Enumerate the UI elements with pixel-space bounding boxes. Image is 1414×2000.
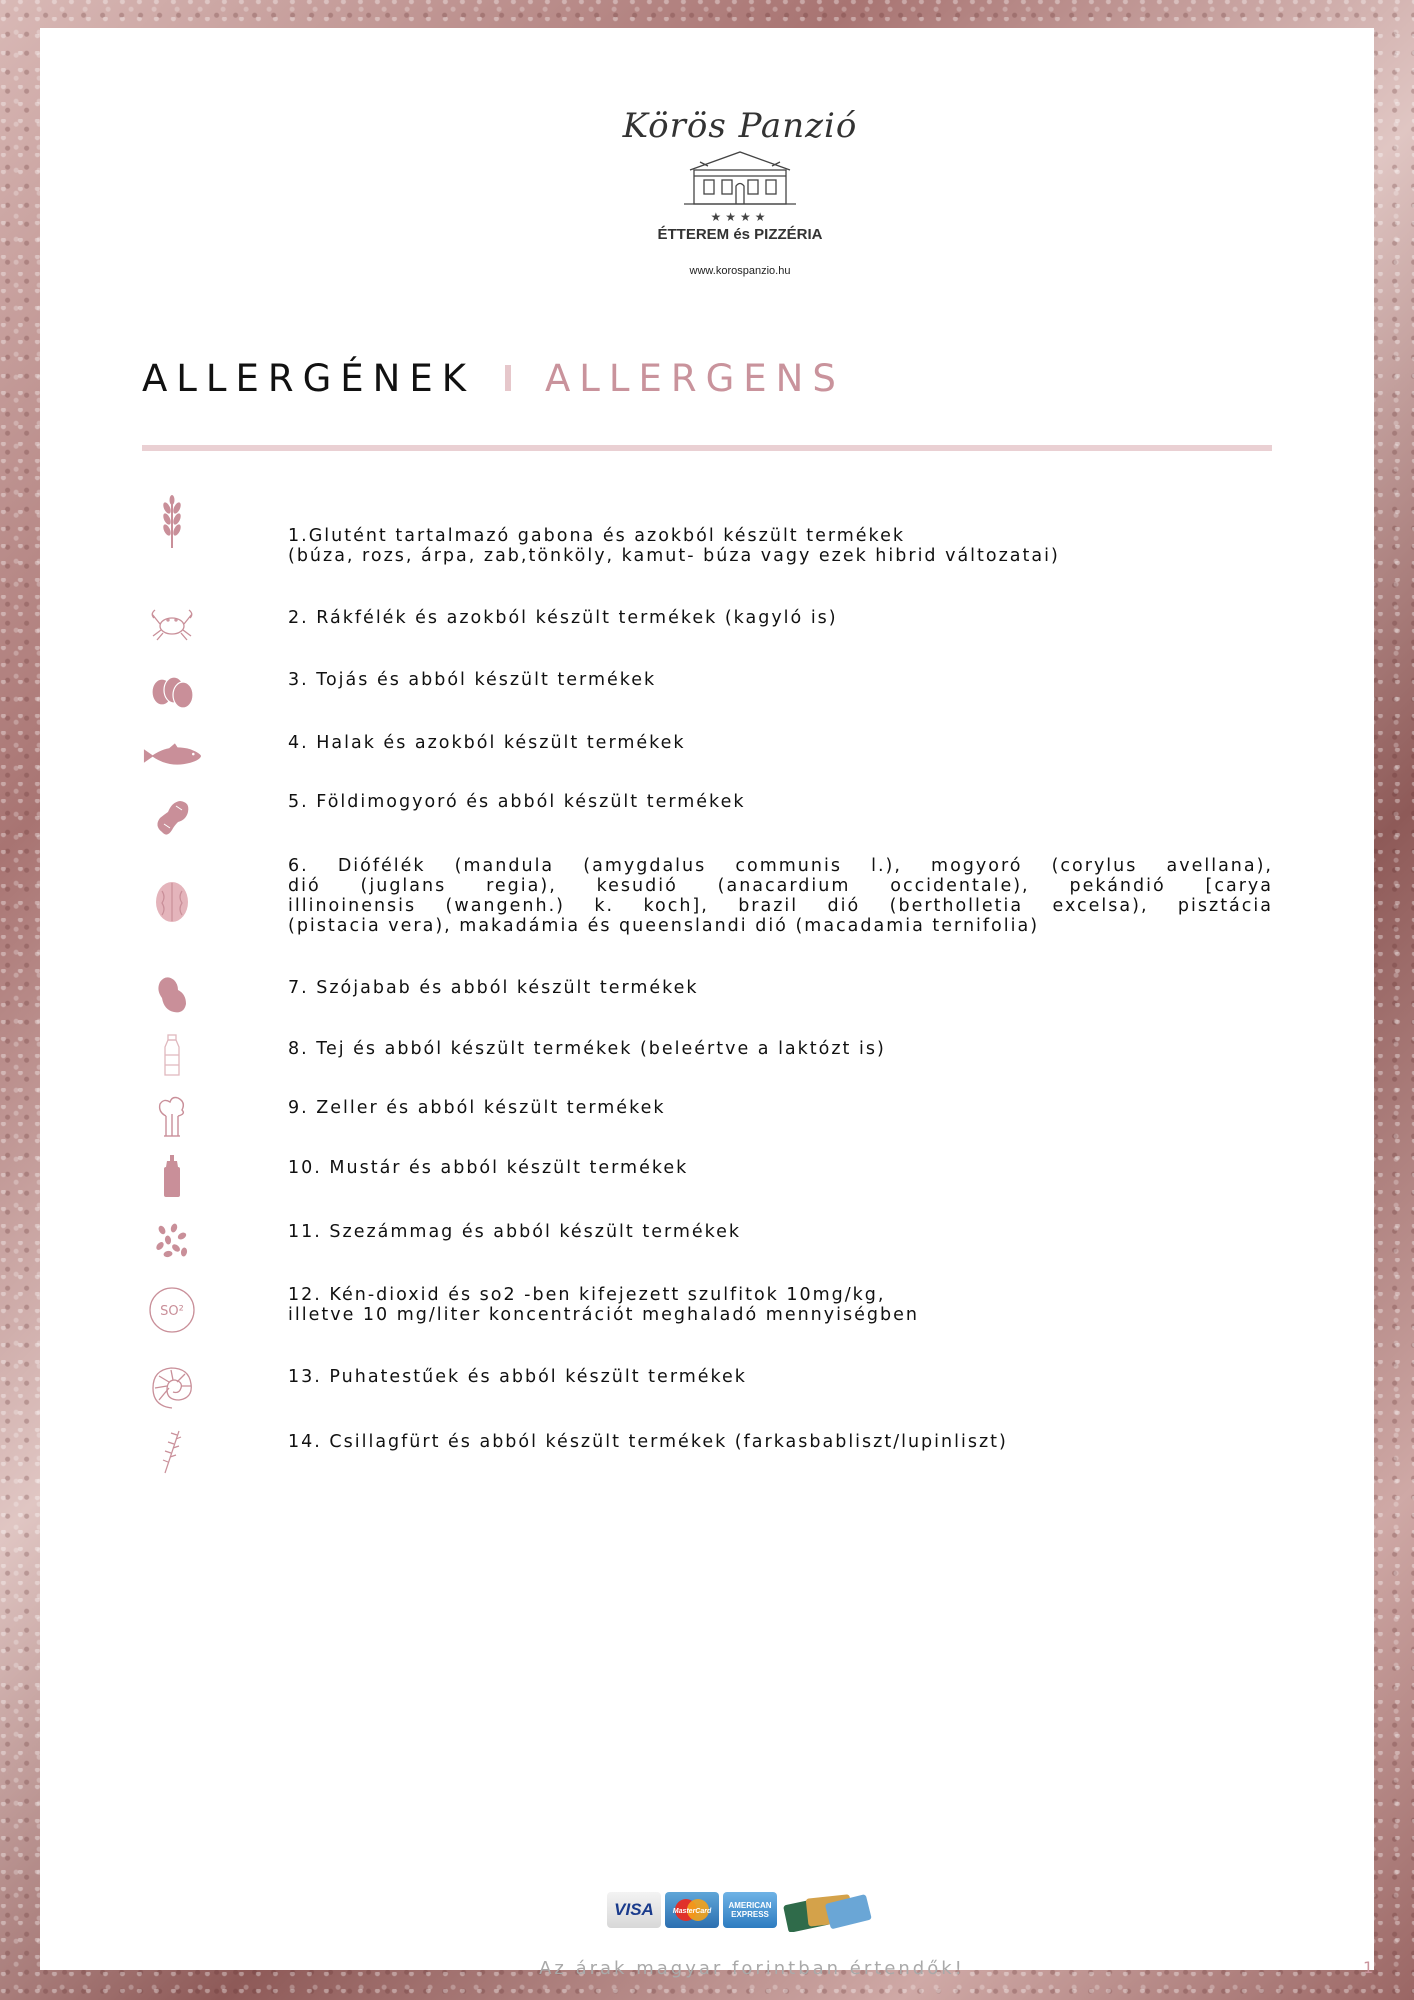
lupin-icon — [142, 1424, 202, 1480]
website-url[interactable]: www.korospanzio.hu — [689, 265, 791, 277]
svg-text:MasterCard: MasterCard — [672, 1908, 712, 1915]
celery-icon — [142, 1088, 202, 1144]
soybean-icon — [142, 966, 202, 1022]
amex-card-icon: AMERICAN EXPRESS — [723, 1892, 777, 1928]
fish-icon — [142, 728, 202, 784]
currency-note: Az árak magyar forintban értendők! — [539, 1958, 965, 1979]
logo-subtitle: ÉTTEREM és PIZZÉRIA — [657, 226, 823, 243]
title-separator — [505, 365, 511, 391]
allergen-text: 9. Zeller és abból készült termékek — [288, 1098, 666, 1118]
allergen-text: 12. Kén-dioxid és so2 -ben kifejezett szulfitok 10mg/kg, illetve 10 mg/liter koncentrációt meghaladó mennyiségben — [288, 1285, 919, 1325]
logo-script-name: Körös Panzió — [622, 106, 858, 146]
so2-icon — [142, 1282, 202, 1338]
allergen-text: 1.Glutént tartalmazó gabona és azokból készült termékek (búza, rozs, árpa, zab,tönköly, kamut- búza vagy ezek hibrid változatai) — [288, 526, 1060, 566]
payment-cards — [607, 1888, 873, 1932]
title-divider — [142, 445, 1272, 451]
page-number: 1 — [1363, 1958, 1374, 1977]
allergen-text: 13. Puhatestűek és abból készült termékek — [288, 1367, 747, 1387]
allergen-text: 14. Csillagfürt és abból készült termékek (farkasbabliszt/lupinliszt) — [288, 1432, 1008, 1452]
allergen-text: 3. Tojás és abból készült termékek — [288, 670, 657, 690]
building-icon — [680, 146, 800, 208]
other-cards-icon — [781, 1892, 873, 1928]
wheat-icon — [142, 494, 202, 550]
mustard-bottle-icon — [142, 1148, 202, 1204]
mastercard-icon — [665, 1892, 719, 1928]
allergen-text: 8. Tej és abból készült termékek (beleértve a laktózt is) — [288, 1039, 886, 1059]
allergen-text: 7. Szójabab és abból készült termékek — [288, 978, 699, 998]
allergen-text: 6. Diófélék (mandula (amygdalus communis l.), mogyoró (corylus avellana), dió (juglans regia), kesudió (anacardium occidentale), pekándió [carya illinoinensis (wangenh.) k. koch], brazil dió (bertholletia excelsa), pisztácia (pistacia vera), makadámia és queenslandi dió (macadamia ternifolia) — [288, 856, 1273, 936]
milk-bottle-icon — [142, 1028, 202, 1084]
sesame-icon — [142, 1212, 202, 1268]
allergen-text: 10. Mustár és abból készült termékek — [288, 1158, 689, 1178]
allergen-text: 4. Halak és azokból készült termékek — [288, 733, 686, 753]
title-hungarian: ALLERGÉNEK — [142, 356, 475, 400]
svg-text:SO²: SO² — [160, 1304, 184, 1319]
crab-icon — [142, 594, 202, 650]
shell-icon — [142, 1360, 202, 1416]
allergen-text: 5. Földimogyoró és abból készült termékek — [288, 792, 746, 812]
allergen-text: 11. Szezámmag és abból készült termékek — [288, 1222, 742, 1242]
eggs-icon — [142, 664, 202, 720]
title-english: ALLERGENS — [545, 356, 845, 400]
menu-page — [40, 28, 1374, 1979]
visa-card-icon: VISA — [607, 1892, 661, 1928]
logo-stars: ★★★★ — [710, 210, 770, 224]
page-title — [142, 348, 845, 408]
peanut-icon — [142, 790, 202, 846]
restaurant-logo — [610, 98, 870, 298]
walnut-icon — [142, 874, 202, 930]
allergen-text: 2. Rákfélék és azokból készült termékek (kagyló is) — [288, 608, 838, 628]
